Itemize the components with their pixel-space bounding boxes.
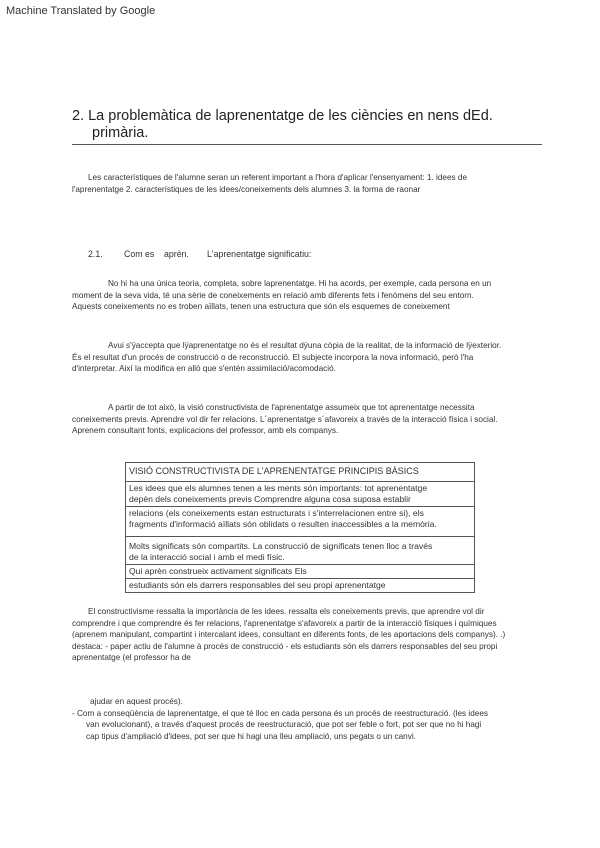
principles-table bbox=[125, 462, 475, 593]
p3-line-3: Aprenem consultant fonts, explicacions del professor, amb els companys. bbox=[72, 426, 339, 436]
p5-line-3: van evolucionant), a través d'aquest procés de reestructuració, que pot ser feble o fort, pot ser que no hi hagi bbox=[86, 720, 482, 730]
section-number: 2.1. bbox=[88, 249, 103, 259]
p3-line-2: coneixements previs. Aprendre vol dir fer relacions. L´aprenentatge s´afavoreix a través de la interacció física i social. bbox=[72, 414, 498, 424]
p4-line-1: El constructivisme ressalta la importància de les idees. ressalta els coneixements previs, que aprendre vol dir bbox=[88, 607, 485, 616]
section-word-2: aprèn. bbox=[164, 249, 189, 259]
table-cell bbox=[126, 565, 475, 579]
p4-line-5: aprenentatge (el professor ha de bbox=[72, 653, 191, 663]
p1-line-2: moment de la seva vida, té una sèrie de coneixements en relació amb diferents fets i fenòmens del seu entorn. bbox=[72, 290, 474, 300]
table-row bbox=[126, 565, 475, 579]
table-cell-line: fragments d'informació aïllats són oblidats o resulten inaccessibles a la memòria. bbox=[129, 519, 437, 529]
p4-line-4: destaca: - paper actiu de l'alumne à procés de construcció - els estudiants són els darrers responsables del seu propi bbox=[72, 641, 498, 651]
table-cell bbox=[126, 579, 475, 593]
table-cell-line: Qui aprèn construeix activament significats Els bbox=[129, 566, 307, 576]
paragraph-4 bbox=[72, 606, 542, 664]
p4-line-3: (aprenem manipulant, compartint i intercalant idees, consultant en diferents fonts, de les aportacions dels companys). .) bbox=[72, 630, 506, 640]
paragraph-2 bbox=[72, 340, 542, 375]
intro-line-2: l'aprenentatge 2. característiques de les idees/coneixements dels alumnes 3. la forma de raonar bbox=[72, 184, 421, 194]
page-title bbox=[72, 108, 493, 142]
table-cell-line: depèn dels coneixements previs Comprendre alguna cosa suposa establir bbox=[129, 494, 411, 504]
table-header: VISIÓ CONSTRUCTIVISTA DE L'APRENENTATGE PRINCIPIS BÀSICS bbox=[126, 463, 475, 482]
title-line-1: 2. La problemàtica de laprenentatge de les ciències en nens dEd. bbox=[72, 108, 493, 124]
section-word-3: L'aprenentatge significatiu: bbox=[207, 249, 312, 259]
p5-line-4: cap tipus d'ampliació d'idees, pot ser que hi hagi una lleu ampliació, uns pegats o un canvi. bbox=[86, 731, 416, 741]
p1-line-1: No hi ha una única teoria, completa, sobre laprenentatge. Hi ha acords, per exemple, cada persona en un bbox=[108, 279, 492, 288]
table-row bbox=[126, 537, 475, 565]
table-row bbox=[126, 579, 475, 593]
title-line-2: primària. bbox=[92, 125, 149, 141]
paragraph-3 bbox=[72, 402, 542, 437]
intro-paragraph bbox=[72, 172, 542, 195]
section-word-1: Com es bbox=[124, 249, 155, 259]
table-cell-line: Les idees que els alumnes tenen a les ments són importants: tot aprenentatge bbox=[129, 483, 428, 493]
p2-line-1: Avui s'ÿaccepta que lÿaprenentatge no és el resultat dÿuna còpia de la realitat, de la informació de lÿexterior. bbox=[108, 341, 502, 350]
table-row bbox=[126, 482, 475, 507]
table-cell-line: de la interacció social i amb el medi físic. bbox=[129, 552, 285, 562]
p5-line-1: ajudar en aquest procés). bbox=[90, 697, 183, 706]
p2-line-2: És el resultat d'un procés de construcció o de reconstrucció. El subjecte incorpora la nova informació, però l'ha bbox=[72, 352, 474, 362]
intro-line-1: Les característiques de l'alumne seran un referent important a l'hora d'aplicar l'ensenyament: 1. idees de bbox=[88, 173, 467, 182]
machine-translated-label: Machine Translated by Google bbox=[6, 5, 156, 17]
table-cell-line: relacions (els coneixements estan estructurats i s'interrelacionen entre si), els bbox=[129, 508, 424, 518]
table-cell-line: estudiants són els darrers responsables del seu propi aprenentatge bbox=[129, 580, 386, 590]
p2-line-3: d'interpretar. Així la modifica en allò que s'entén assimilació/acomodació. bbox=[72, 364, 336, 374]
table-row bbox=[126, 463, 475, 482]
title-divider bbox=[72, 144, 542, 145]
p4-line-2: comprendre i que comprendre és fer relacions, l'aprenentatge s'afavoreix a partir de la interacció físiques i químiques bbox=[72, 618, 497, 628]
p5-line-2: - Com a conseqüència de laprenentatge, el que té lloc en cada persona és un procés de reestructuració. (les idees bbox=[72, 708, 488, 718]
table-cell bbox=[126, 507, 475, 537]
section-heading bbox=[88, 249, 311, 259]
p3-line-1: A partir de tot això, la visió constructivista de l'aprenentatge assumeix que tot aprenentatge necessita bbox=[108, 403, 475, 412]
table-cell-line: Molts significats són compartits. La construcció de significats tenen lloc a través bbox=[129, 541, 433, 551]
paragraph-5 bbox=[72, 696, 542, 742]
table-cell bbox=[126, 537, 475, 565]
paragraph-1 bbox=[72, 278, 542, 313]
p1-line-3: Aquests coneixements no es troben aïllats, tenen una estructura que són els esquemes de coneixement bbox=[72, 302, 450, 312]
table-row bbox=[126, 507, 475, 537]
table-cell bbox=[126, 482, 475, 507]
